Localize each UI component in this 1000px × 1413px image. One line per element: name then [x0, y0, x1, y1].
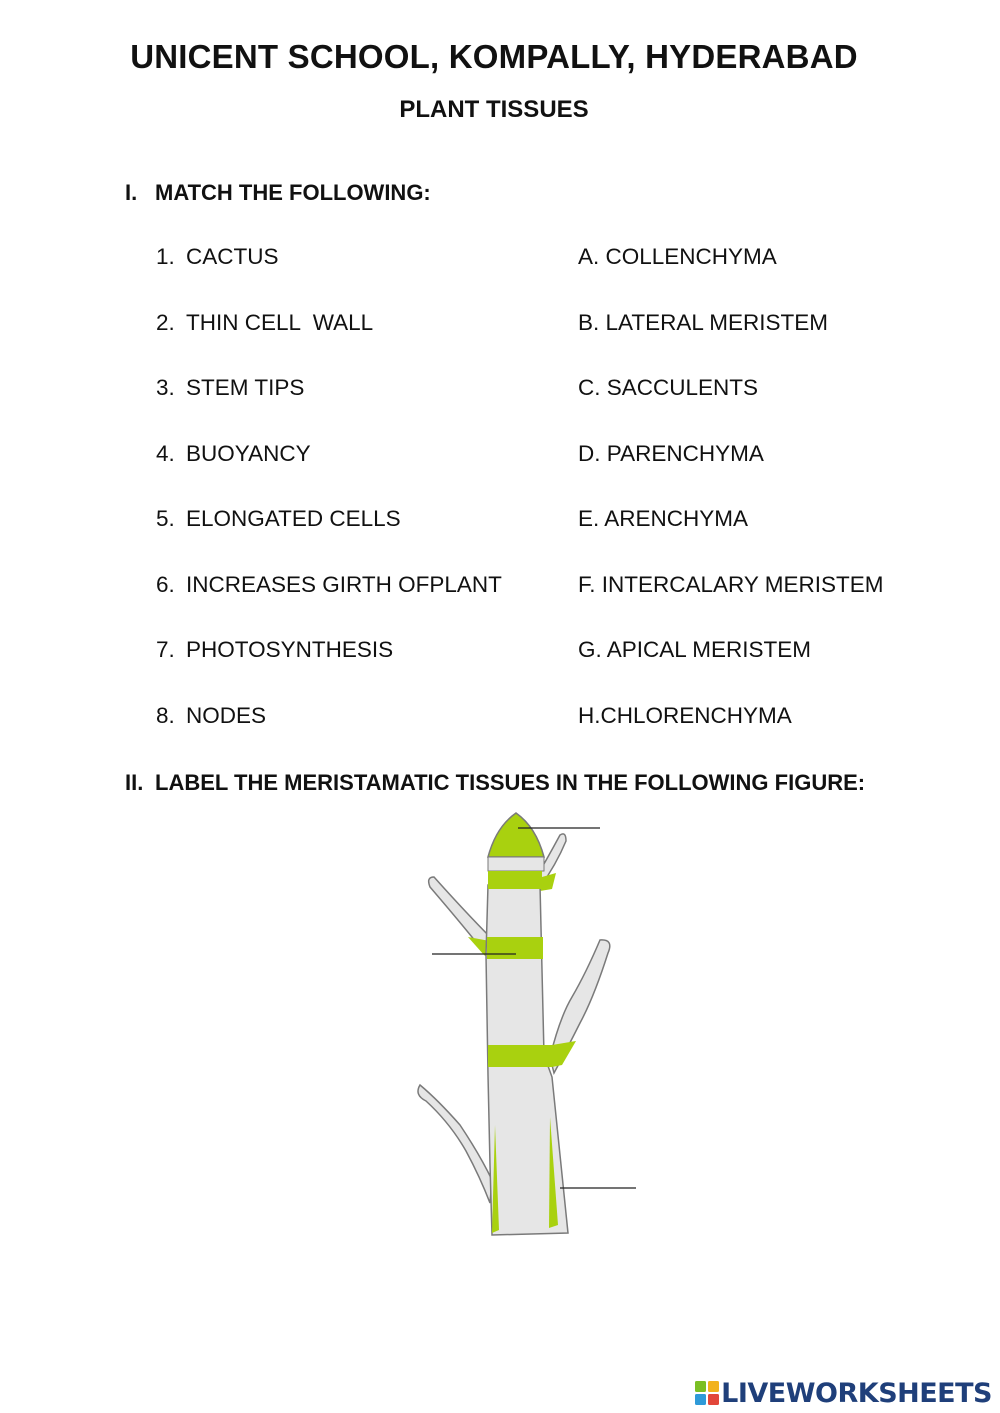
match-row — [0, 375, 1000, 405]
option-term: G. APICAL MERISTEM — [578, 637, 811, 662]
item-number: 3. — [156, 375, 175, 400]
section-title: LABEL THE MERISTAMATIC TISSUES IN THE FOLLOWING FIGURE: — [155, 770, 866, 795]
match-row — [0, 310, 1000, 340]
intercalary-band — [488, 1045, 552, 1067]
meristem-stem-figure — [400, 805, 650, 1245]
option-term: F. INTERCALARY MERISTEM — [578, 572, 884, 597]
brand-name: LIVEWORKSHEETS — [721, 1377, 992, 1409]
intercalary-band — [487, 937, 543, 959]
match-row — [0, 441, 1000, 471]
brand-logo — [695, 1378, 992, 1408]
school-title: UNICENT SCHOOL, KOMPALLY, HYDERABAD — [130, 38, 858, 75]
option-term: D. PARENCHYMA — [578, 441, 764, 466]
apical-meristem-tip — [488, 813, 544, 857]
item-number: 5. — [156, 506, 175, 531]
option-term: E. ARENCHYMA — [578, 506, 749, 531]
item-number: 7. — [156, 637, 175, 662]
item-term: NODES — [186, 703, 267, 728]
liveworksheets-logo-icon — [695, 1381, 719, 1405]
item-term: THIN CELL WALL — [186, 310, 374, 335]
worksheet-topic: PLANT TISSUES — [399, 96, 589, 123]
section-heading-match — [125, 180, 431, 206]
section-number: I. — [125, 180, 138, 205]
item-term: STEM TIPS — [186, 375, 305, 400]
item-term: BUOYANCY — [186, 441, 311, 466]
item-term: CACTUS — [186, 244, 279, 269]
leaf-base-meristem — [552, 1041, 576, 1067]
section-number: II. — [125, 770, 144, 795]
item-term: INCREASES GIRTH OFPLANT — [186, 572, 502, 597]
item-number: 4. — [156, 441, 175, 466]
tip-gap-band — [488, 857, 544, 871]
match-row — [0, 572, 1000, 602]
match-row — [0, 637, 1000, 667]
item-number: 8. — [156, 703, 175, 728]
item-number: 2. — [156, 310, 175, 335]
item-number: 1. — [156, 244, 175, 269]
item-term: PHOTOSYNTHESIS — [186, 637, 394, 662]
option-term: B. LATERAL MERISTEM — [578, 310, 829, 335]
intercalary-band — [488, 871, 542, 889]
option-term: A. COLLENCHYMA — [578, 244, 777, 269]
section-title: MATCH THE FOLLOWING: — [155, 180, 431, 205]
section-heading-label — [125, 770, 865, 796]
match-row — [0, 244, 1000, 274]
item-term: ELONGATED CELLS — [186, 506, 401, 531]
item-number: 6. — [156, 572, 175, 597]
match-row — [0, 506, 1000, 536]
match-row — [0, 703, 1000, 733]
option-term: H.CHLORENCHYMA — [578, 703, 792, 728]
leaf-bottom-left — [418, 1085, 492, 1203]
option-term: C. SACCULENTS — [578, 375, 759, 400]
